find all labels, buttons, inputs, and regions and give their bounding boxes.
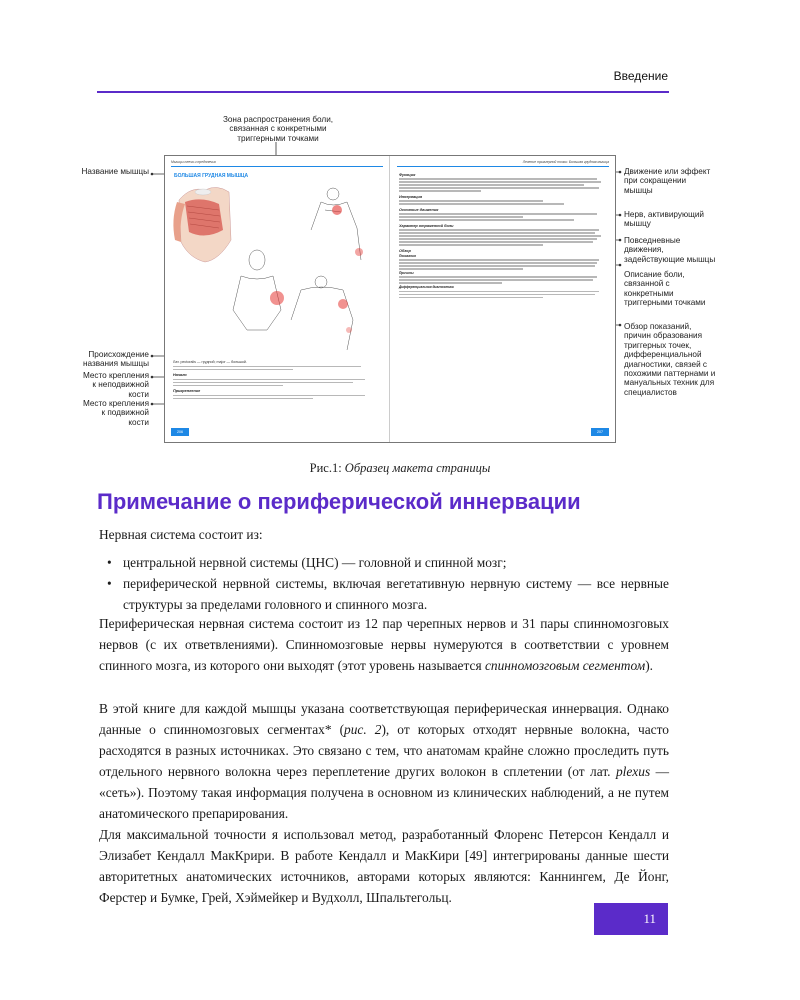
callout-pain-description: Описание боли, связанной с конкретными триггерными точками xyxy=(624,270,706,308)
callout-overview: Обзор показаний, причин образования триггерных точек, дифференциальной диагностики, связей с похожими паттернами и мануальных техник для специалистов xyxy=(624,322,716,397)
right-page-text xyxy=(399,170,605,300)
emphasis-spinal-segment: спинномозговым сегментом xyxy=(484,658,646,673)
running-header: Введение xyxy=(613,69,668,83)
figure-caption xyxy=(0,461,800,476)
muscle-title: БОЛЬШАЯ ГРУДНАЯ МЫШЦА xyxy=(174,173,249,179)
paragraph-peripheral: Периферическая нервная система состоит из 12 пар черепных нервов и 31 пары спинномозговых нервов (с их ответвлениями). Спинномозговые нервы нумеруются в соответствии с уровнем спинного мозга, из которого они выходят (этот уровень называется спинномозговым сегментом). xyxy=(99,616,669,673)
anatomy-torso-icon xyxy=(173,187,231,262)
caption-prefix: Рис.1: xyxy=(309,461,342,475)
body-outline-icon-3 xyxy=(291,276,353,350)
right-heading-diagnosis: Дифференциальная диагностика xyxy=(399,285,454,290)
paragraph-innervation: В этой книге для каждой мышцы указана соответствующая периферическая иннервация. Однако данные о спинномозговых сегментах* (рис. 2), от которых отходят нервные волокна, часто расходятся в разных источниках. Это связано с тем, что анатомам крайне сложно проследить путь отдельного нервного волокна через переплетение других волокон в сплетении (от лат. plexus — «сеть»). Поэтому такая информация получена в основном из клинических наблюдений, а не путем анатомического препарирования. xyxy=(99,701,669,821)
callout-pain-zone: Зона распространения боли, связанная с конкретными триггерными точками xyxy=(222,115,334,143)
spread-left-page xyxy=(171,160,383,436)
list-item: • периферической нервной системы, включая вегетативную нервную систему — все нервные структуры за пределами головного и спинного мозга. xyxy=(99,573,669,615)
left-heading-insertion: Прикрепление xyxy=(173,389,201,394)
spread-fold xyxy=(389,156,390,442)
callout-function: Движение или эффект при сокращении мышцы xyxy=(624,167,711,195)
intro-paragraph: Нервная система состоит из: xyxy=(99,527,263,542)
callout-fixed-attachment: Место крепления к неподвижной кости xyxy=(82,371,149,399)
spread-right-page xyxy=(397,160,609,436)
header-rule xyxy=(97,91,669,93)
left-page-text xyxy=(173,360,373,401)
body-outline-icon-1 xyxy=(311,188,361,260)
section-title: Примечание о периферической иннервации xyxy=(97,489,581,514)
right-page-number: 207 xyxy=(591,428,609,436)
emphasis-plexus: plexus xyxy=(615,764,651,779)
left-running-head: Мышцы плеча и предплечья xyxy=(171,160,216,164)
callout-muscle-name: Название мышцы xyxy=(81,167,149,176)
nervous-system-list xyxy=(99,552,669,615)
right-heading-movements: Основные движения xyxy=(399,207,439,212)
callout-name-origin: Происхождение названия мышцы xyxy=(82,350,149,369)
list-item: • центральной нервной системы (ЦНС) — головной и спинной мозг; xyxy=(99,552,669,573)
caption-text: Образец макета страницы xyxy=(344,461,491,475)
figure-reference: рис. 2 xyxy=(344,722,382,737)
body-outline-icon-2 xyxy=(233,250,281,330)
right-running-head: Лечение триггерной точки: Большая грудная мышца xyxy=(522,160,609,164)
page-spread-thumbnail xyxy=(164,155,616,443)
right-heading-indications: Показания xyxy=(399,253,416,258)
right-heading-innervation: Иннервация xyxy=(399,194,423,199)
left-blue-rule xyxy=(171,166,383,167)
left-heading-origin: Начало xyxy=(173,373,187,378)
callout-mobile-attachment: Место крепления к подвижной кости xyxy=(82,399,149,427)
right-heading-causes: Причины xyxy=(399,271,414,276)
left-page-number: 206 xyxy=(171,428,189,436)
right-heading-pain: Характер отраженной боли xyxy=(399,223,454,228)
page-layout-figure xyxy=(80,112,720,452)
anatomy-illustrations xyxy=(171,180,383,350)
callout-daily-movements: Повседневные движения, задействующие мышцы xyxy=(624,236,716,264)
right-blue-rule xyxy=(397,166,609,167)
page-number: 11 xyxy=(594,903,668,935)
right-heading-overview: Обзор xyxy=(399,248,411,253)
right-heading-function: Функция xyxy=(399,173,416,177)
paragraph-method: Для максимальной точности я использовал метод, разработанный Флоренс Петерсон Кендалл и Элизабет Кендалл МакКрири. В работе Кендалл и МакКири [49] интегрированы данные шести авторитетных анатомических источников, авторами которых являются: Каннингем, Де Йонг, Ферстер и Бумке, Грей, Хэймейкер и Вудхолл, Шпальтегольц. xyxy=(99,827,669,905)
origin-text: Лат. pectoralis — грудной; major — большой. xyxy=(173,360,247,364)
callout-nerve: Нерв, активирующий мышцу xyxy=(624,210,704,229)
